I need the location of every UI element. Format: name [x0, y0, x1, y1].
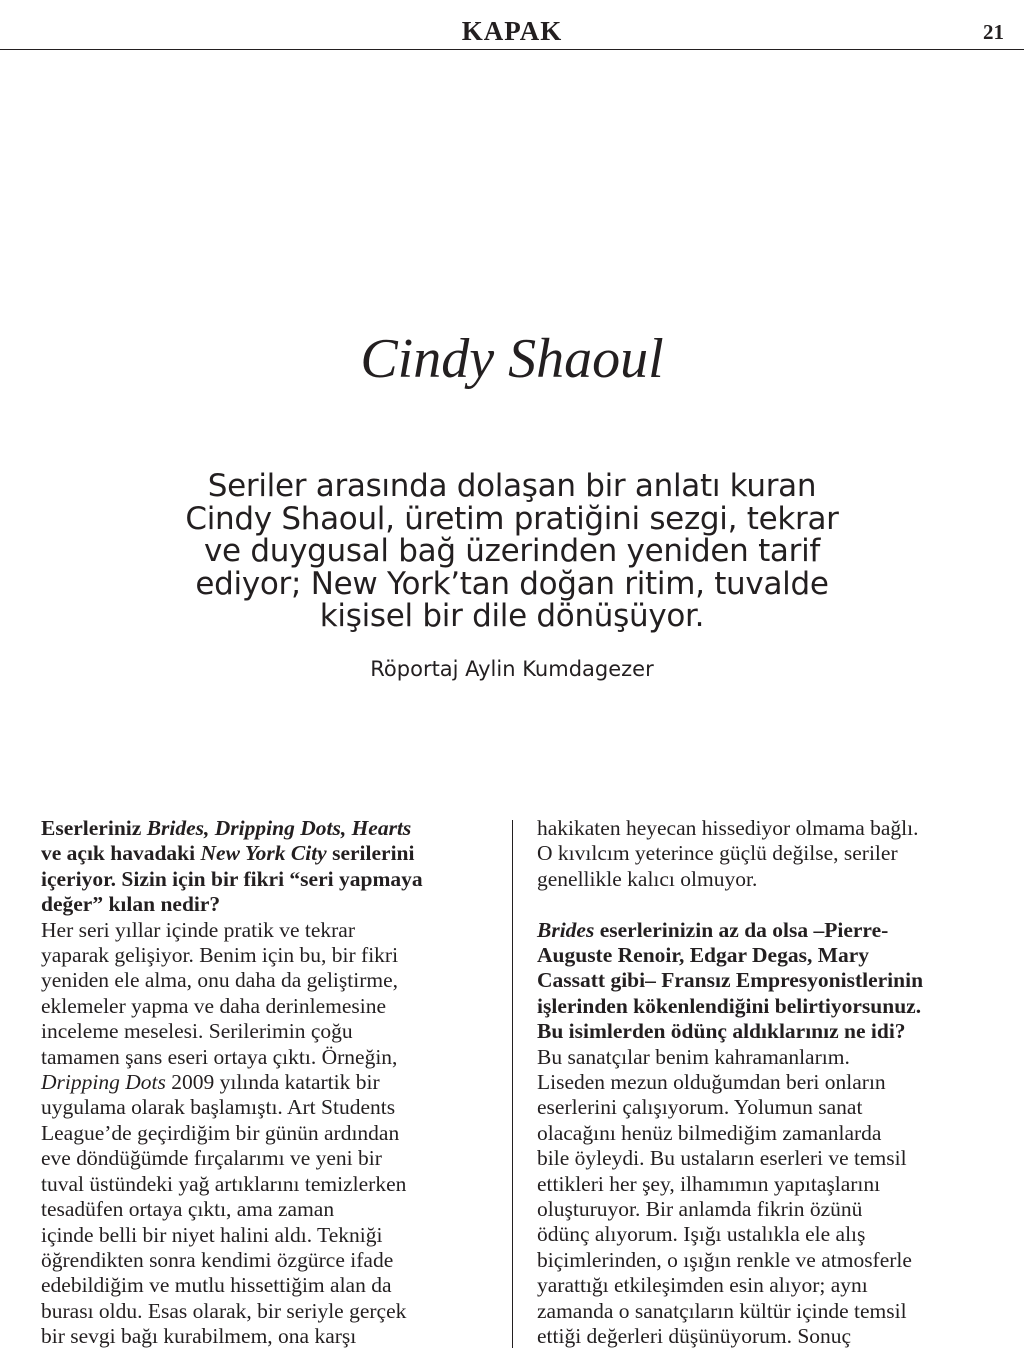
left-column [41, 816, 493, 1350]
answer-line: ödünç alıyorum. Işığı ustalıkla ele alış [537, 1222, 866, 1247]
lead-line: ve duygusal bağ üzerinden yeniden tarif [204, 533, 820, 569]
question-text: eserlerinizin az da olsa –Pierre- [594, 917, 889, 942]
answer-line: inceleme meselesi. Serilerimin çoğu [41, 1019, 353, 1044]
lead-line: Cindy Shaoul, üretim pratiğini sezgi, tekrar [185, 500, 839, 537]
series-title: Brides [537, 917, 595, 942]
answer-line: bile öyleydi. Bu ustaların eserleri ve temsil [537, 1146, 907, 1171]
header-divider [0, 49, 1024, 50]
question-text: serilerini [326, 841, 415, 866]
answer-line: Liseden mezun olduğumdan beri onların [537, 1070, 886, 1095]
answer-line: zamanda o sanatçıların kültür içinde temsil [537, 1298, 907, 1323]
answer-line: tuval üstündeki yağ artıklarını temizlerken [41, 1171, 407, 1196]
answer-line: uygulama olarak başlamıştı. Art Students [41, 1095, 396, 1120]
answer-line: yaparak gelişiyor. Benim için bu, bir fikri [41, 943, 399, 968]
lead-line: Seriler arasında dolaşan bir anlatı kuran [207, 468, 817, 504]
answer-line: yarattığı etkileşimden esin alıyor; aynı [537, 1273, 868, 1298]
section-label: KAPAK [461, 16, 563, 46]
question-line: işlerinden kökenlendiğini belirtiyorsunuz. [537, 993, 922, 1018]
answer-line: içinde belli bir niyet halini aldı. Tekniği [41, 1222, 383, 1247]
answer-line: tesadüfen ortaya çıktı, ama zaman [41, 1197, 335, 1222]
answer-line [41, 1070, 493, 1095]
article-lead [112, 470, 912, 633]
question-line: değer” kılan nedir? [41, 892, 221, 917]
question-text: ve açık havadaki [41, 841, 201, 866]
answer-line: genellikle kalıcı olmuyor. [537, 866, 758, 891]
question-text: Eserleriniz [41, 816, 147, 840]
answer-line: hakikaten heyecan hissediyor olmama bağlı. [537, 816, 919, 840]
series-title: Brides, Dripping Dots, Hearts [146, 816, 412, 840]
answer-line: ettikleri her şey, ilhamımın yapıtaşlarını [537, 1171, 881, 1196]
answer-line: olacağını henüz bilmediğim zamanlarda [537, 1120, 882, 1145]
question-line [41, 816, 493, 841]
question-line: içeriyor. Sizin için bir fikri “seri yapmaya [41, 866, 423, 891]
answer-line: eklemeler yapma ve daha derinlemesine [41, 993, 387, 1018]
question-line: Auguste Renoir, Edgar Degas, Mary [537, 943, 870, 968]
answer-line: oluşturuyor. Bir anlamda fikrin özünü [537, 1197, 863, 1222]
series-title: Dripping Dots [41, 1070, 166, 1095]
answer-line: League’de geçirdiğim bir günün ardından [41, 1120, 400, 1145]
answer-line: eserlerini çalışıyorum. Yolumun sanat [537, 1095, 863, 1120]
answer-line: eve döndüğümde fırçalarımı ve yeni bir [41, 1146, 382, 1171]
answer-line: O kıvılcım yeterince güçlü değilse, seriler [537, 841, 898, 866]
answer-line: ettiği değerleri düşünüyorum. Sonuç [537, 1324, 852, 1349]
right-column [537, 816, 987, 1350]
column-divider [512, 820, 513, 1348]
answer-line: öğrendikten sonra kendimi özgürce ifade [41, 1247, 394, 1272]
lead-line: kişisel bir dile dönüşüyor. [319, 598, 705, 634]
answer-line: biçimlerinden, o ışığın renkle ve atmosferle [537, 1247, 912, 1272]
question-line [41, 841, 493, 866]
question-line [537, 918, 987, 943]
answer-line: burası oldu. Esas olarak, bir seriyle gerçek [41, 1298, 407, 1323]
page-number: 21 [983, 20, 1004, 44]
question-line: Cassatt gibi– Fransız Empresyonistlerinin [537, 968, 924, 993]
question-line: Bu isimlerden ödünç aldıklarınız ne idi? [537, 1019, 906, 1044]
lead-line: ediyor; New York’tan doğan ritim, tuvalde [195, 565, 829, 602]
answer-line: yeniden ele alma, onu daha da geliştirme, [41, 968, 399, 993]
answer-line: Bu sanatçılar benim kahramanlarım. [537, 1044, 850, 1069]
series-title: New York City [200, 841, 327, 866]
answer-line: bir sevgi bağı kurabilmem, ona karşı [41, 1324, 357, 1349]
article-title: Cindy Shaoul [360, 328, 664, 390]
paragraph-spacer [537, 892, 987, 917]
answer-line: edebildiğim ve mutlu hissettiğim alan da [41, 1273, 392, 1298]
byline: Röportaj Aylin Kumdagezer [370, 657, 654, 681]
answer-line: Her seri yıllar içinde pratik ve tekrar [41, 917, 355, 942]
answer-text: 2009 yılında katartik bir [165, 1070, 380, 1095]
answer-line: tamamen şans eseri ortaya çıktı. Örneğin, [41, 1044, 398, 1069]
